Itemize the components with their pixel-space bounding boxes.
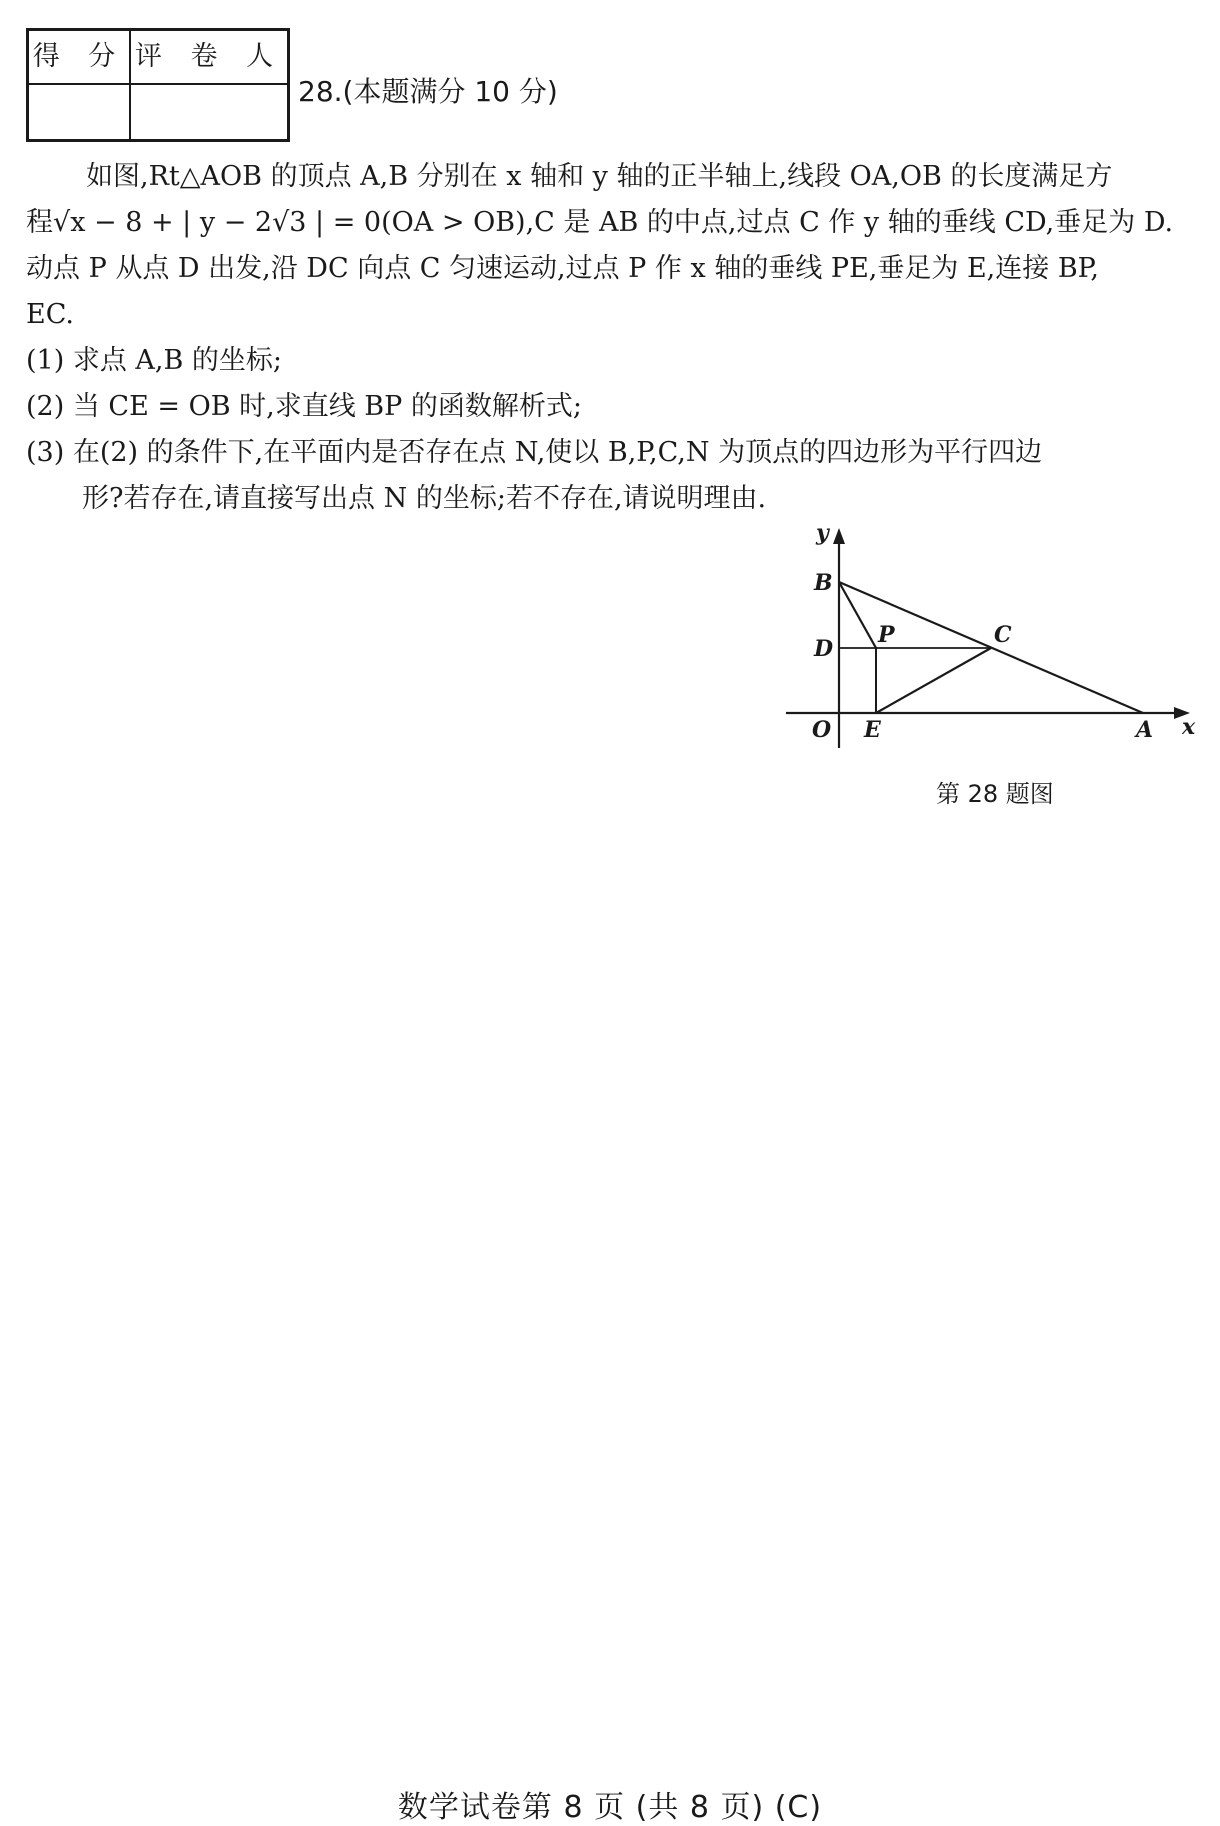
label-P: P [878, 622, 895, 648]
sub-question-1: (1) 求点 A,B 的坐标; [26, 345, 283, 376]
question-header: 28.(本题满分 10 分) [298, 75, 558, 108]
label-B: B [814, 570, 833, 596]
sub-question-3: (3) 在(2) 的条件下,在平面内是否存在点 N,使以 B,P,C,N 为顶点的四边形为平行四边 [26, 437, 1043, 468]
stem-line: EC. [26, 299, 74, 330]
label-C: C [994, 622, 1012, 648]
stem-line: 动点 P 从点 D 出发,沿 DC 向点 C 匀速运动,过点 P 作 x 轴的垂线 PE,垂足为 E,连接 BP, [26, 253, 1099, 284]
segment-BP [839, 582, 876, 648]
figure-caption: 第 28 题图 [936, 780, 1054, 808]
question-stem [26, 154, 1194, 338]
stem-line: 程√x − 8 + | y − 2√3 | = 0(OA > OB),C 是 AB 的中点,过点 C 作 y 轴的垂线 CD,垂足为 D. [26, 207, 1174, 238]
page-footer: 数学试卷第 8 页 (共 8 页) (C) [397, 1790, 823, 1825]
label-D: D [814, 636, 834, 662]
geometry-figure [786, 520, 1196, 750]
label-y: y [816, 520, 829, 546]
label-x: x [1182, 714, 1196, 740]
label-A: A [1136, 717, 1154, 743]
score-header: 得 分 [32, 41, 126, 72]
sub-questions [26, 338, 1196, 522]
score-table [26, 28, 290, 142]
segment-EC [876, 648, 991, 713]
stem-line: 如图,Rt△AOB 的顶点 A,B 分别在 x 轴和 y 轴的正半轴上,线段 OA,OB 的长度满足方 [86, 161, 1113, 192]
label-O: O [812, 717, 832, 743]
sub-question-3-continuation: 形?若存在,请直接写出点 N 的坐标;若不存在,请说明理由. [82, 483, 767, 514]
table-divider-horizontal [29, 83, 287, 85]
sub-question-2: (2) 当 CE = OB 时,求直线 BP 的函数解析式; [26, 391, 582, 422]
grader-header: 评 卷 人 [134, 41, 284, 72]
y-axis-arrow [833, 528, 845, 544]
label-E: E [864, 717, 881, 743]
